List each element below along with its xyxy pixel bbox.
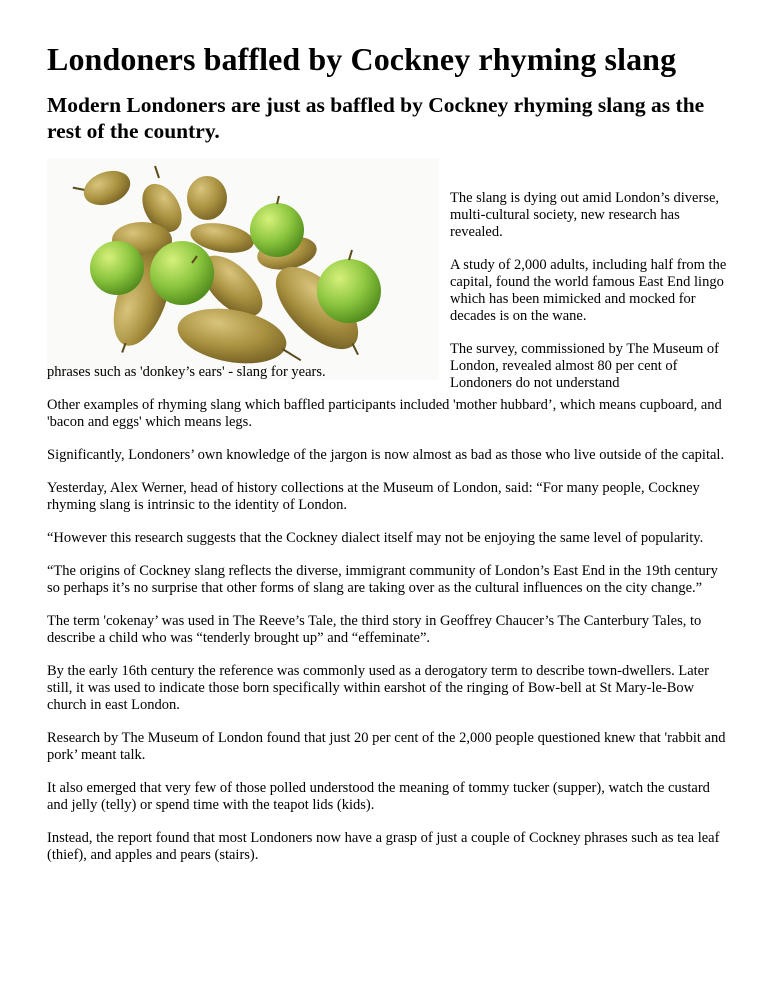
article-standfirst: Modern Londoners are just as baffled by Cockney rhyming slang as the rest of the country. — [47, 93, 705, 143]
body-paragraph: Other examples of rhyming slang which baffled participants included 'mother hubbard’, which means cupboard, and 'bacon and eggs' which means legs. — [47, 397, 722, 430]
intro-paragraph: A study of 2,000 adults, including half from the capital, found the world famous East End lingo which has been mimicked and mocked for decades is on the wane. — [450, 257, 727, 324]
article-body — [47, 364, 727, 880]
body-paragraph: “However this research suggests that the Cockney dialect itself may not be enjoying the same level of popularity. — [47, 530, 704, 546]
pear — [187, 176, 227, 220]
pears-and-apples-image — [47, 158, 439, 380]
intro-paragraph: The slang is dying out amid London’s diverse, multi-cultural society, new research has revealed. — [450, 190, 720, 240]
body-paragraph: phrases such as 'donkey’s ears' - slang for years. — [47, 364, 326, 380]
apple — [150, 241, 214, 305]
article-image — [47, 158, 439, 380]
body-paragraph: It also emerged that very few of those polled understood the meaning of tommy tucker (supper), watch the custard and jelly (telly) or spend time with the teapot lids (kids). — [47, 780, 710, 813]
body-paragraph: Yesterday, Alex Werner, head of history collections at the Museum of London, said: “For many people, Cockney rhyming slang is intrinsic to the identity of London. — [47, 480, 700, 513]
intro-paragraph: The survey, commissioned by The Museum of London, revealed almost 80 per cent of Londoners do not understand — [450, 341, 720, 391]
body-paragraph: Significantly, Londoners’ own knowledge of the jargon is now almost as bad as those who live outside of the capital. — [47, 447, 725, 463]
apple — [90, 241, 144, 295]
body-paragraph: “The origins of Cockney slang reflects the diverse, immigrant community of London’s East End in the 19th century so perhaps it’s no surprise that other forms of slang are taking over as the cultural influences on the city change.” — [47, 563, 718, 596]
body-paragraph: By the early 16th century the reference was commonly used as a derogatory term to describe town-dwellers. Later still, it was used to indicate those born specifically within earshot of the ringing of Bow-bell at St Mary-le-Bow church in east London. — [47, 663, 709, 713]
body-paragraph: The term 'cokenay’ was used in The Reeve’s Tale, the third story in Geoffrey Chaucer’s The Canterbury Tales, to describe a child who was “tenderly brought up” and “effeminate”. — [47, 613, 702, 646]
body-paragraph: Instead, the report found that most Londoners now have a grasp of just a couple of Cockney phrases such as tea leaf (thief), and apples and pears (stairs). — [47, 830, 720, 863]
article-headline: Londoners baffled by Cockney rhyming slang — [47, 41, 677, 77]
body-paragraph: Research by The Museum of London found that just 20 per cent of the 2,000 people questioned knew that 'rabbit and pork’ meant talk. — [47, 730, 726, 763]
